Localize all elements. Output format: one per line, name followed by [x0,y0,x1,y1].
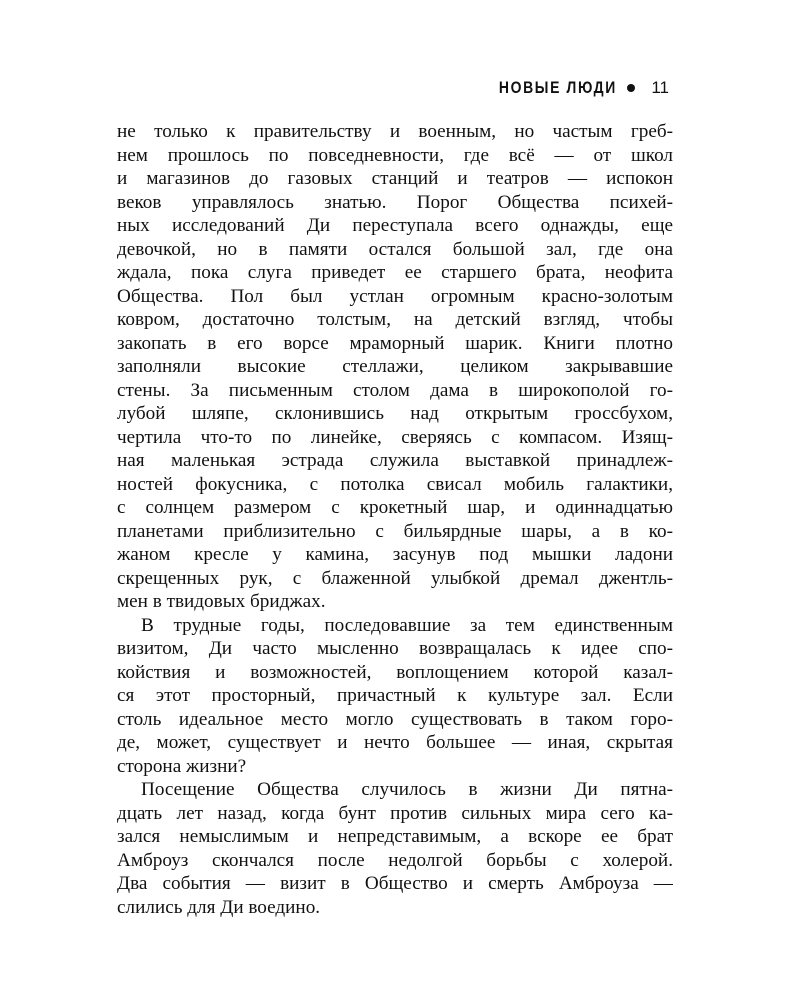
body-text [117,120,673,919]
text-line: ждала, пока слуга приведет ее старшего брата, неофита [117,262,673,283]
text-line: слились для Ди воедино. [117,896,321,918]
text-line: визитом, Ди часто мысленно возвращалась к идее спо- [117,638,673,659]
text-line: нем прошлось по повседневности, где всё — от школ [117,144,673,166]
text-line: ностей фокусника, с потолка свисал мобиль галактики, [117,473,673,495]
text-line: ная маленькая эстрада служила выставкой принадлеж- [117,450,673,471]
text-line: не только к правительству и военным, но частым греб- [117,121,673,142]
running-title: НОВЫЕ ЛЮДИ [499,78,618,97]
text-line: Амброуз скончался после недолгой борьбы с холерой. [117,849,673,871]
text-line: планетами приблизительно с бильярдные шары, а в ко- [117,520,673,542]
text-line: девочкой, но в памяти остался большой зал, где она [117,238,673,260]
text-line: ковром, достаточно толстым, на детский взгляд, чтобы [117,309,673,330]
text-line: ных исследований Ди переступала всего однажды, еще [117,215,673,236]
text-line: жаном кресле у камина, засунув под мышки ладони [117,544,673,565]
text-line: В трудные годы, последовавшие за тем единственным [141,614,673,636]
text-line: стены. За письменным столом дама в широкополой го- [117,379,673,401]
text-line: столь идеальное место могло существовать в таком горо- [117,708,673,730]
text-line: веков управлялось знатью. Порог Общества психей- [117,191,673,213]
text-line: лубой шляпе, склонившись над открытым гроссбухом, [117,403,673,424]
text-line: Посещение Общества случилось в жизни Ди пятна- [141,779,673,800]
text-line: де, может, существует и нечто большее — иная, скрытая [117,732,673,753]
text-line: зался немыслимым и непредставимым, а вскоре ее брат [117,826,673,847]
running-header [473,76,669,100]
text-line: ся этот просторный, причастный к культуре зал. Если [117,685,673,706]
text-line: Общества. Пол был устлан огромным красно-золотым [117,285,673,307]
text-line: сторона жизни? [117,755,247,777]
page-number: 11 [651,78,669,97]
text-line: койствия и возможностей, воплощением которой казал- [117,661,673,683]
text-line: Два события — визит в Общество и смерть Амброуза — [117,873,673,894]
text-line: с солнцем размером с крокетный шар, и одиннадцатью [117,497,673,518]
text-line: и магазинов до газовых станций и театров — испокон [117,168,673,189]
text-line: закопать в его ворсе мраморный шарик. Книги плотно [117,332,673,354]
text-line: дцать лет назад, когда бунт против сильных мира сего ка- [117,802,673,824]
bullet-separator-icon [627,84,635,92]
text-line: скрещенных рук, с блаженной улыбкой дремал джентль- [117,567,673,589]
text-line: заполняли высокие стеллажи, целиком закрывавшие [117,356,673,377]
text-line: мен в твидовых бриджах. [117,591,326,612]
text-line: чертила что-то по линейке, сверяясь с компасом. Изящ- [117,426,673,448]
